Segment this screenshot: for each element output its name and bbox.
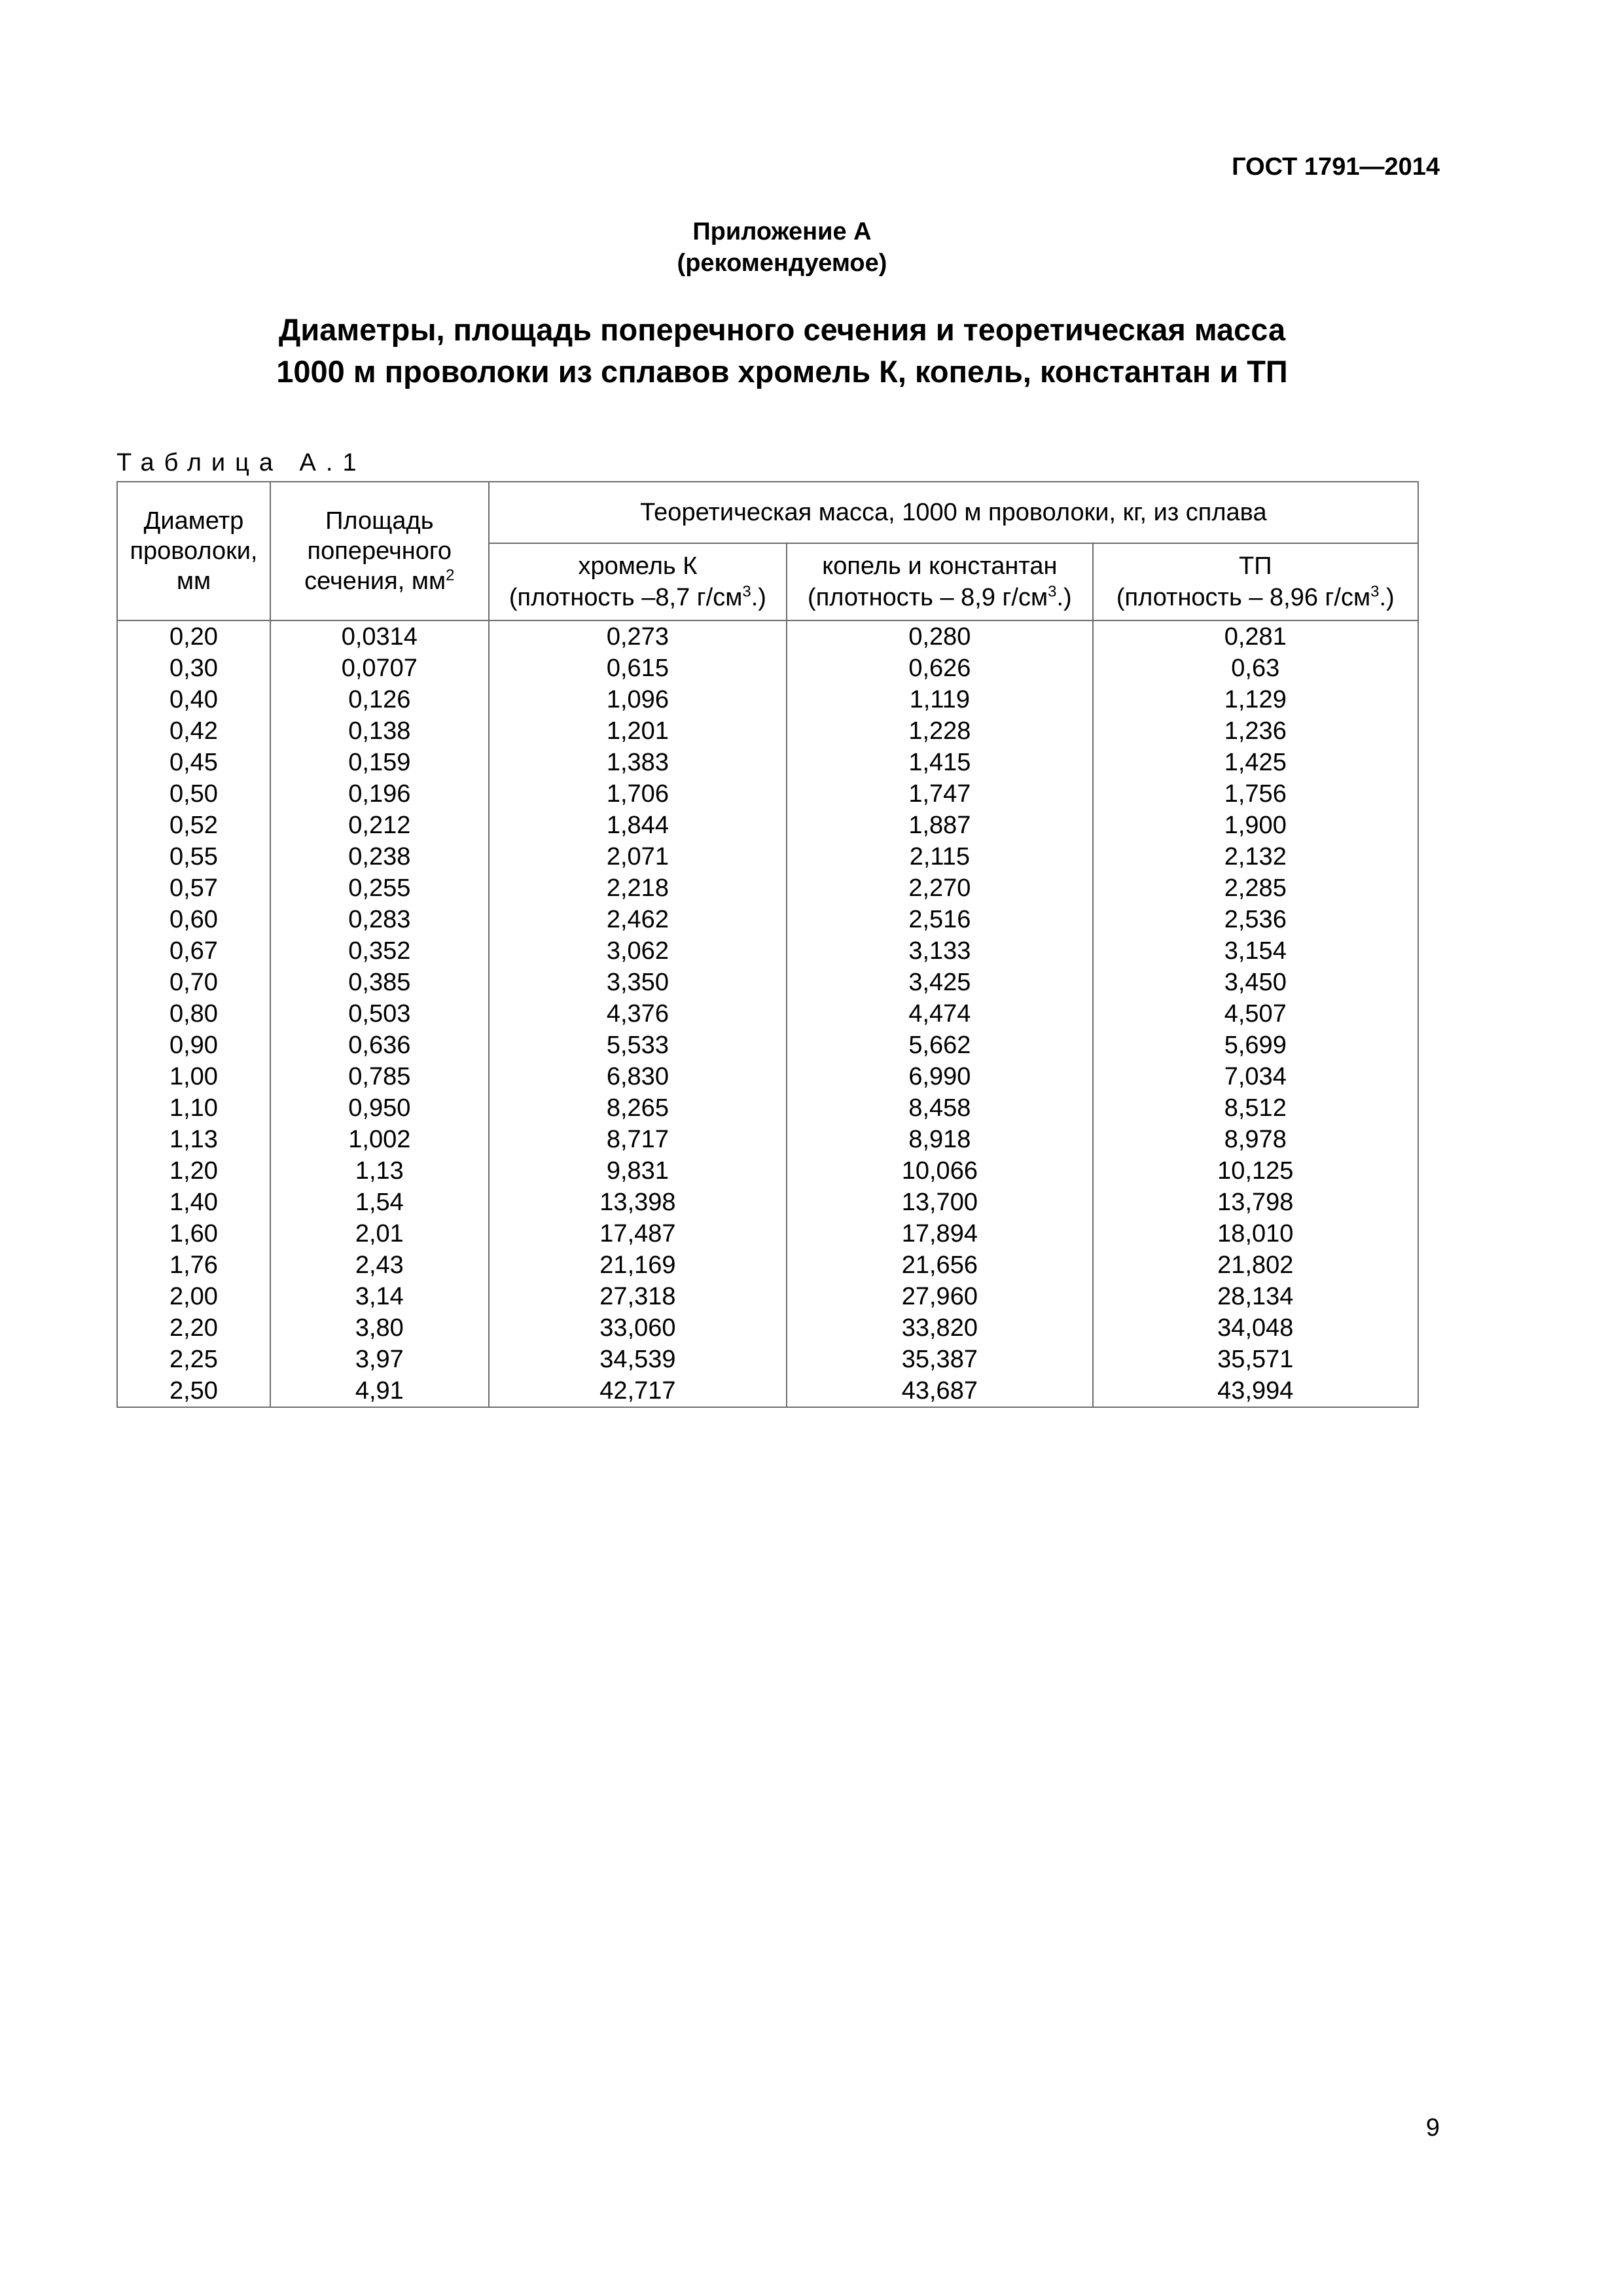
cell-diameter: 0,67 (169, 937, 218, 965)
cell-tp: 5,699 (1224, 1031, 1287, 1059)
appendix-subtitle: (рекомендуемое) (677, 249, 887, 277)
cell-tp: 3,450 (1224, 969, 1287, 996)
cell-chromel: 3,350 (606, 969, 669, 996)
cell-copel: 27,960 (901, 1283, 978, 1310)
cell-diameter: 0,60 (169, 906, 218, 933)
cell-diameter: 0,42 (169, 717, 218, 745)
cell-copel: 1,119 (909, 686, 970, 713)
header-area-superscript: 2 (446, 566, 455, 584)
cell-diameter: 1,40 (169, 1189, 218, 1216)
cell-tp: 8,978 (1224, 1126, 1287, 1153)
appendix-title: Приложение А (692, 218, 872, 245)
cell-area: 0,0314 (341, 623, 418, 651)
table-body-row (117, 620, 1418, 1407)
cell-chromel: 17,487 (599, 1220, 676, 1247)
cell-diameter: 2,00 (169, 1283, 218, 1310)
header-tp-density-text: (плотность – 8,96 г/см (1116, 584, 1371, 611)
cell-area: 3,14 (355, 1283, 404, 1310)
cell-tp: 10,125 (1217, 1157, 1294, 1185)
cell-diameter: 1,00 (169, 1063, 218, 1090)
header-chromel-name: хромель К (578, 552, 698, 580)
cell-tp: 35,571 (1217, 1346, 1294, 1373)
cell-chromel: 1,201 (606, 717, 669, 745)
cell-area: 0,950 (348, 1094, 411, 1122)
cell-area: 0,785 (348, 1063, 411, 1090)
cell-area: 1,002 (348, 1126, 411, 1153)
page-title-line-2: 1000 м проволоки из сплавов хромель К, копель, константан и ТП (276, 354, 1288, 389)
cell-area: 0,283 (348, 906, 411, 933)
header-tp-density (1094, 582, 1418, 613)
page-title (0, 309, 1564, 393)
cell-diameter: 0,90 (169, 1031, 218, 1059)
cell-copel: 2,270 (908, 874, 971, 902)
cell-area: 3,97 (355, 1346, 404, 1373)
cell-diameter: 1,10 (169, 1094, 218, 1122)
header-copel (787, 543, 1092, 620)
cell-chromel: 6,830 (606, 1063, 669, 1090)
header-mass-group: Теоретическая масса, 1000 м проволоки, кг, из сплава (489, 482, 1418, 543)
column-copel (787, 620, 1092, 1407)
header-tp-name: ТП (1239, 552, 1272, 580)
cell-copel: 1,747 (908, 780, 971, 808)
header-diameter-line-3: мм (176, 567, 211, 595)
wire-mass-table (116, 481, 1419, 1408)
header-copel-density-text: (плотность – 8,9 г/см (808, 584, 1048, 611)
cell-tp: 4,507 (1224, 1000, 1287, 1028)
cell-chromel: 1,096 (606, 686, 669, 713)
page-number: 9 (1425, 2114, 1440, 2142)
cell-chromel: 9,831 (606, 1157, 669, 1185)
cell-chromel: 2,218 (606, 874, 669, 902)
cell-diameter: 2,50 (169, 1377, 218, 1405)
header-chromel-close: .) (751, 584, 766, 611)
cell-copel: 1,415 (908, 749, 971, 776)
header-copel-density (787, 582, 1092, 613)
cell-copel: 35,387 (901, 1346, 978, 1373)
cell-area: 0,126 (348, 686, 411, 713)
cell-diameter: 1,76 (169, 1251, 218, 1279)
cell-copel: 8,458 (908, 1094, 971, 1122)
cell-area: 0,503 (348, 1000, 411, 1028)
cell-copel: 1,228 (908, 717, 971, 745)
cell-tp: 1,900 (1224, 812, 1287, 839)
cell-chromel: 1,706 (606, 780, 669, 808)
cell-area: 0,159 (348, 749, 411, 776)
cell-tp: 0,63 (1231, 655, 1280, 682)
cell-diameter: 2,20 (169, 1314, 218, 1342)
table-label: Таблица А.1 (116, 449, 366, 476)
cell-area: 0,255 (348, 874, 411, 902)
column-area (270, 620, 489, 1407)
cell-copel: 13,700 (901, 1189, 978, 1216)
cell-area: 0,196 (348, 780, 411, 808)
header-diameter-line-2: проволоки, (130, 537, 258, 565)
cell-copel: 0,280 (908, 623, 971, 651)
cell-diameter: 0,40 (169, 686, 218, 713)
cell-tp: 3,154 (1224, 937, 1287, 965)
header-area-line-1: Площадь (325, 507, 434, 535)
cell-tp: 1,756 (1224, 780, 1287, 808)
cell-chromel: 42,717 (599, 1377, 676, 1405)
cell-tp: 43,994 (1217, 1377, 1294, 1405)
cell-copel: 10,066 (901, 1157, 978, 1185)
column-chromel (489, 620, 787, 1407)
cell-diameter: 2,25 (169, 1346, 218, 1373)
cell-tp: 2,536 (1224, 906, 1287, 933)
cell-copel: 4,474 (908, 1000, 971, 1028)
header-chromel-density-text: (плотность –8,7 г/см (508, 584, 743, 611)
cell-diameter: 0,45 (169, 749, 218, 776)
header-copel-name: копель и константан (822, 552, 1058, 580)
document-code: ГОСТ 1791—2014 (1232, 153, 1440, 181)
cell-diameter: 0,57 (169, 874, 218, 902)
appendix-heading (0, 216, 1564, 279)
cell-chromel: 1,844 (606, 812, 669, 839)
cell-area: 0,212 (348, 812, 411, 839)
page-title-line-1: Диаметры, площадь поперечного сечения и теоретическая масса (278, 312, 1286, 347)
cell-copel: 8,918 (908, 1126, 971, 1153)
cell-copel: 3,133 (908, 937, 971, 965)
cell-area: 0,352 (348, 937, 411, 965)
cell-chromel: 21,169 (599, 1251, 676, 1279)
column-tp (1093, 620, 1418, 1407)
cell-chromel: 34,539 (599, 1346, 676, 1373)
cell-area: 2,01 (355, 1220, 404, 1247)
cell-tp: 1,236 (1224, 717, 1287, 745)
cell-chromel: 0,615 (606, 655, 669, 682)
cell-diameter: 0,50 (169, 780, 218, 808)
cell-area: 0,385 (348, 969, 411, 996)
header-chromel (489, 543, 787, 620)
cell-tp: 1,425 (1224, 749, 1287, 776)
cell-chromel: 2,071 (606, 843, 669, 870)
cell-copel: 21,656 (901, 1251, 978, 1279)
header-copel-close: .) (1056, 584, 1072, 611)
cell-chromel: 8,717 (606, 1126, 669, 1153)
cell-area: 2,43 (355, 1251, 404, 1279)
cell-chromel: 4,376 (606, 1000, 669, 1028)
cell-copel: 6,990 (908, 1063, 971, 1090)
header-chromel-superscript: 3 (742, 583, 751, 601)
cell-chromel: 1,383 (606, 749, 669, 776)
cell-area: 4,91 (355, 1377, 404, 1405)
cell-chromel: 3,062 (606, 937, 669, 965)
cell-copel: 1,887 (908, 812, 971, 839)
cell-copel: 5,662 (908, 1031, 971, 1059)
cell-chromel: 2,462 (606, 906, 669, 933)
header-tp-superscript: 3 (1370, 583, 1380, 601)
cell-tp: 2,132 (1224, 843, 1287, 870)
cell-tp: 8,512 (1224, 1094, 1287, 1122)
cell-copel: 3,425 (908, 969, 971, 996)
cell-copel: 2,115 (909, 843, 970, 870)
cell-tp: 7,034 (1224, 1063, 1287, 1090)
header-tp-close: .) (1379, 584, 1395, 611)
cell-area: 1,54 (355, 1189, 404, 1216)
cell-area: 0,238 (348, 843, 411, 870)
cell-diameter: 1,13 (169, 1126, 218, 1153)
cell-tp: 34,048 (1217, 1314, 1294, 1342)
cell-area: 0,636 (348, 1031, 411, 1059)
header-diameter-line-1: Диаметр (143, 507, 244, 535)
header-tp (1093, 543, 1418, 620)
cell-tp: 28,134 (1217, 1283, 1294, 1310)
cell-area: 0,0707 (341, 655, 418, 682)
cell-diameter: 0,80 (169, 1000, 218, 1028)
cell-tp: 21,802 (1217, 1251, 1294, 1279)
cell-diameter: 0,30 (169, 655, 218, 682)
cell-tp: 1,129 (1224, 686, 1287, 713)
cell-chromel: 33,060 (599, 1314, 676, 1342)
header-area-line-2: поперечного (307, 537, 452, 565)
cell-diameter: 0,20 (169, 623, 218, 651)
cell-copel: 17,894 (901, 1220, 978, 1247)
cell-diameter: 0,70 (169, 969, 218, 996)
cell-copel: 0,626 (908, 655, 971, 682)
cell-area: 0,138 (348, 717, 411, 745)
cell-tp: 18,010 (1217, 1220, 1294, 1247)
cell-tp: 2,285 (1224, 874, 1287, 902)
cell-copel: 43,687 (901, 1377, 978, 1405)
cell-area: 1,13 (355, 1157, 404, 1185)
cell-area: 3,80 (355, 1314, 404, 1342)
header-chromel-density (490, 582, 786, 613)
cell-tp: 0,281 (1224, 623, 1287, 651)
header-area (270, 482, 489, 620)
cell-chromel: 5,533 (606, 1031, 669, 1059)
header-copel-superscript: 3 (1048, 583, 1057, 601)
cell-diameter: 0,55 (169, 843, 218, 870)
header-diameter (117, 482, 270, 620)
cell-chromel: 8,265 (606, 1094, 669, 1122)
cell-chromel: 0,273 (606, 623, 669, 651)
cell-copel: 33,820 (901, 1314, 978, 1342)
cell-copel: 2,516 (908, 906, 971, 933)
cell-chromel: 13,398 (599, 1189, 676, 1216)
cell-diameter: 1,20 (169, 1157, 218, 1185)
cell-diameter: 0,52 (169, 812, 218, 839)
header-area-text: сечения, мм (304, 567, 446, 595)
column-diameter (117, 620, 270, 1407)
cell-diameter: 1,60 (169, 1220, 218, 1247)
cell-tp: 13,798 (1217, 1189, 1294, 1216)
cell-chromel: 27,318 (599, 1283, 676, 1310)
header-area-line-3 (271, 566, 488, 596)
